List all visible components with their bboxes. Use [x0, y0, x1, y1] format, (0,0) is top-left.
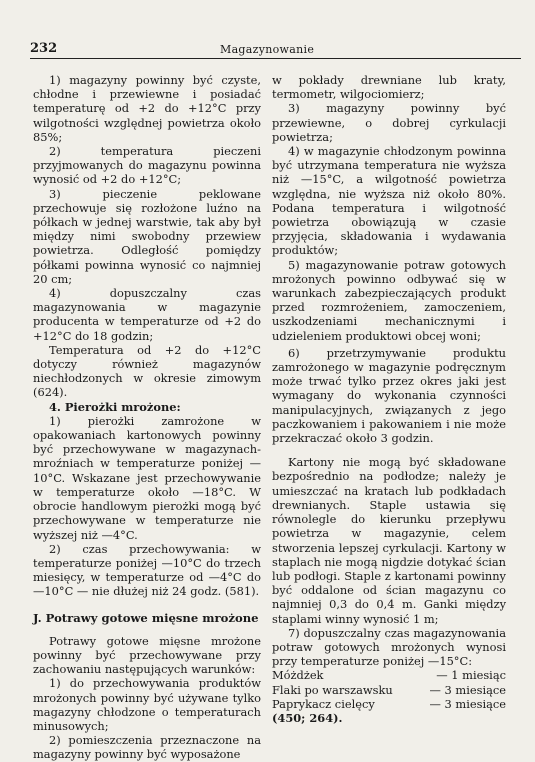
storage-duration: — 3 miesiące [429, 696, 506, 711]
paragraph: 1) magazyny powinny być czyste, chłodne i przewiewne i posiadać temperaturę od +2 do +12°C przy wilgotności względnej powietrza około 85%; [33, 73, 261, 144]
paragraph: 5) magazynowanie potraw gotowych mrożonych powinno odbywać się w warunkach zabezpieczających produkt przed rozmrożeniem, zamoczeniem, uszkodzeniami mechanicznymi i udzieleniem produktowi obcej woni; [272, 257, 506, 343]
paragraph: w pokłady drewniane lub kraty, termometr, wilgociomierz; [272, 73, 506, 102]
subheading: 4. Pierożki mrożone: [49, 399, 181, 414]
table-row [272, 697, 506, 711]
paragraph: 1) pierożki zamrożone w opakowaniach kartonowych powinny być przechowywane w magazynach-mroźniach w temperaturze poniżej —10°C. Wskazane jest przechowywanie w temperaturze około —18°C. W obrocie handlowym pierożki mogą być przechowywane w temperaturze nie wyższej niż —4°C. [33, 413, 261, 542]
paragraph: 3) magazyny powinny być przewiewne, o dobrej cyrkulacji powietrza; [272, 101, 506, 144]
right-column [272, 73, 506, 725]
paragraph: 4) dopuszczalny czas magazynowania w magazynie producenta w temperaturze od +2 do +12°C do 18 godzin; [33, 286, 261, 343]
page-number: 232 [30, 41, 58, 56]
paragraph: 7) dopuszczalny czas magazynowania potraw gotowych mrożonych wynosi przy temperaturze poniżej —15°C: [272, 625, 506, 669]
page-header [30, 40, 521, 59]
paragraph: 3) pieczenie peklowane przechowuje się rozłożone luźno na półkach w jednej warstwie, tak aby był między nimi swobodny przewiew powietrza. Odległość pomiędzy półkami powinna wynosić co najmniej 20 cm; [33, 186, 261, 286]
paragraph: Kartony nie mogą być składowane bezpośrednio na podłodze; należy je umieszczać na kratach lub podkładach drewnianych. Staple ustawia się równolegle do kierunku przepływu powietrza w magazynie, celem stworzenia lepszej cyrkulacji. Kartony w staplach nie mogą nigdzie dotykać ścian lub podłogi. Staple z kartonami powinny być oddalone od ścian magazynu co najmniej 0,3 do 0,4 m. Ganki między staplami winny wynosić 1 m; [272, 455, 506, 626]
paragraph: 2) czas przechowywania: w temperaturze poniżej —10°C do trzech miesięcy, w temperaturze od —4°C do —10°C — nie dłużej niż 24 godz. (581). [33, 541, 261, 599]
references: (450; 264). [272, 710, 343, 725]
product-name: Móżdżek [272, 668, 324, 683]
table-row [272, 668, 506, 682]
paragraph: 6) przetrzymywanie produktu zamrożonego w magazynie podręcznym może trwać tylko przez okres jaki jest wymagany do wykonania czynności manipulacyjnych, związanych z jego paczkowaniem i pakowaniem i nie może przekraczać około 3 godzin. [272, 345, 506, 446]
running-title: Magazynowanie [220, 43, 315, 56]
product-name: Paprykacz cielęcy [272, 696, 375, 711]
paragraph: Potrawy gotowe mięsne mrożone powinny być przechowywane przy zachowaniu następujących warunków: [33, 633, 261, 677]
storage-duration: — 3 miesiące [429, 682, 506, 697]
table-row [272, 683, 506, 697]
product-name: Flaki po warszawsku [272, 682, 393, 697]
section-heading: J. Potrawy gotowe mięsne mrożone [33, 610, 259, 625]
storage-duration: — 1 miesiąc [436, 668, 506, 683]
paragraph: 4) w magazynie chłodzonym powinna być utrzymana temperatura nie wyższa niż —15°C, a wilgotność powietrza względna, nie wyższa niż około 80%. Podana temperatura i wilgotność powietrza obowiązują w czasie przyjęcia, składowania i wydawania produktów; [272, 144, 506, 258]
storage-duration-table [272, 668, 506, 711]
paragraph: Temperatura od +2 do +12°C dotyczy również magazynów niechłodzonych w okresie zimowym (624). [33, 342, 261, 400]
paragraph: 2) pomieszczenia przeznaczone na magazyny powinny być wyposażone [33, 733, 261, 762]
paragraph: 1) do przechowywania produktów mrożonych powinny być używane tylko magazyny chłodzone o temperaturach minusowych; [33, 676, 261, 733]
paragraph: 2) temperatura pieczeni przyjmowanych do magazynu powinna wynosić od +2 do +12°C; [33, 144, 261, 187]
left-column [33, 73, 261, 762]
